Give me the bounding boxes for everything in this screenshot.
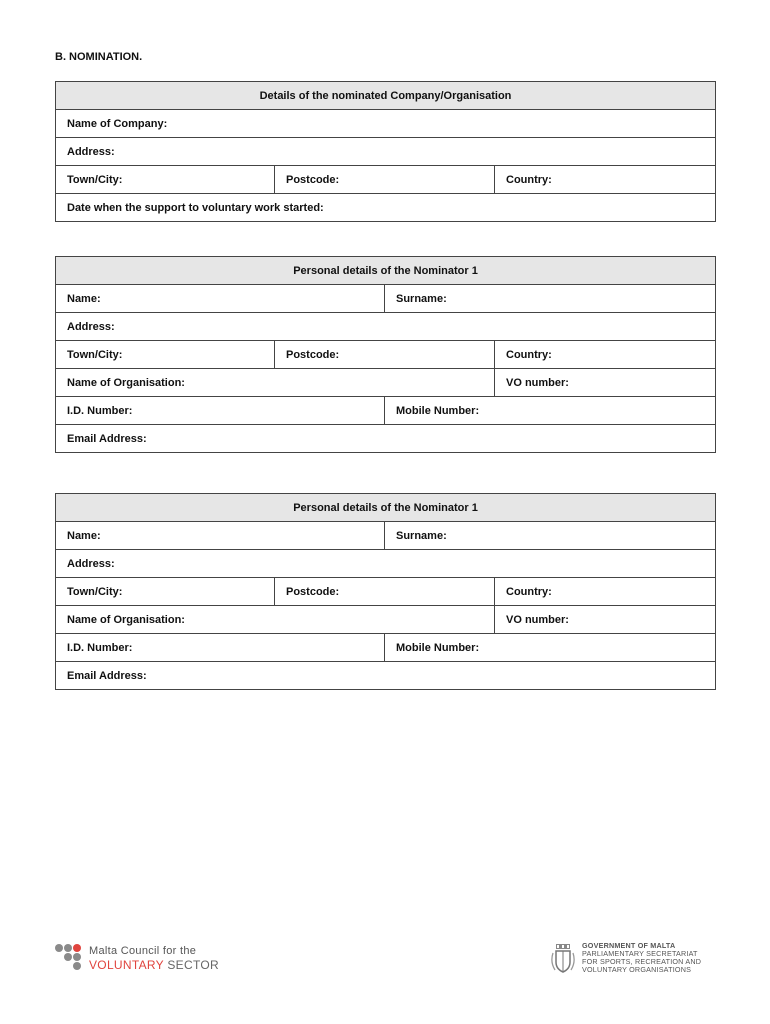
company-country-field[interactable]: Country:	[495, 166, 716, 194]
mcvs-dots-icon	[55, 942, 87, 974]
nominator-name-field[interactable]: Name:	[56, 522, 385, 550]
nominator-town-field[interactable]: Town/City:	[56, 341, 275, 369]
nominator-mobile-field[interactable]: Mobile Number:	[385, 634, 716, 662]
nominator-name-field[interactable]: Name:	[56, 285, 385, 313]
gov-line: VOLUNTARY ORGANISATIONS	[582, 965, 692, 974]
nominator-vo-number-field[interactable]: VO number:	[495, 369, 716, 397]
gov-line: FOR SPORTS, RECREATION AND	[582, 957, 702, 966]
nominator-id-number-field[interactable]: I.D. Number:	[56, 634, 385, 662]
malta-crest-icon	[550, 944, 576, 974]
nominator-country-field[interactable]: Country:	[495, 341, 716, 369]
nominator-details-table	[55, 493, 716, 690]
nominator-vo-number-field[interactable]: VO number:	[495, 606, 716, 634]
section-title: B. NOMINATION.	[55, 51, 143, 63]
nominator-surname-field[interactable]: Surname:	[385, 522, 716, 550]
company-details-table	[55, 81, 716, 222]
table-header-row	[56, 82, 716, 110]
nominator-surname-field[interactable]: Surname:	[385, 285, 716, 313]
gov-line: GOVERNMENT OF MALTA	[582, 941, 676, 950]
government-text	[582, 942, 701, 974]
gov-line: PARLIAMENTARY SECRETARIAT	[582, 949, 698, 958]
mcvs-sector-text: SECTOR	[163, 958, 219, 972]
nominator-address-field[interactable]: Address:	[56, 313, 716, 341]
nominator-town-field[interactable]: Town/City:	[56, 578, 275, 606]
mcvs-voluntary-text: VOLUNTARY	[89, 958, 164, 972]
mcvs-logo-line1: Malta Council for the	[89, 945, 197, 957]
company-town-field[interactable]: Town/City:	[56, 166, 275, 194]
nominator-postcode-field[interactable]: Postcode:	[275, 578, 495, 606]
government-logo	[550, 942, 720, 976]
support-start-date-field[interactable]: Date when the support to voluntary work started:	[56, 194, 716, 222]
nominator-postcode-field[interactable]: Postcode:	[275, 341, 495, 369]
nominator-address-field[interactable]: Address:	[56, 550, 716, 578]
company-postcode-field[interactable]: Postcode:	[275, 166, 495, 194]
nominator-email-field[interactable]: Email Address:	[56, 662, 716, 690]
nominator-organisation-field[interactable]: Name of Organisation:	[56, 606, 495, 634]
nominator-id-number-field[interactable]: I.D. Number:	[56, 397, 385, 425]
nominator-mobile-field[interactable]: Mobile Number:	[385, 397, 716, 425]
company-name-field[interactable]: Name of Company:	[56, 110, 716, 138]
company-address-field[interactable]: Address:	[56, 138, 716, 166]
nominator-email-field[interactable]: Email Address:	[56, 425, 716, 453]
nominator-details-table	[55, 256, 716, 453]
company-table-header: Details of the nominated Company/Organisation	[56, 82, 716, 110]
nominator-organisation-field[interactable]: Name of Organisation:	[56, 369, 495, 397]
mcvs-logo-line2	[89, 958, 219, 972]
mcvs-logo	[55, 942, 235, 976]
nominator-table-header: Personal details of the Nominator 1	[56, 494, 716, 522]
nominator-table-header: Personal details of the Nominator 1	[56, 257, 716, 285]
nominator-country-field[interactable]: Country:	[495, 578, 716, 606]
